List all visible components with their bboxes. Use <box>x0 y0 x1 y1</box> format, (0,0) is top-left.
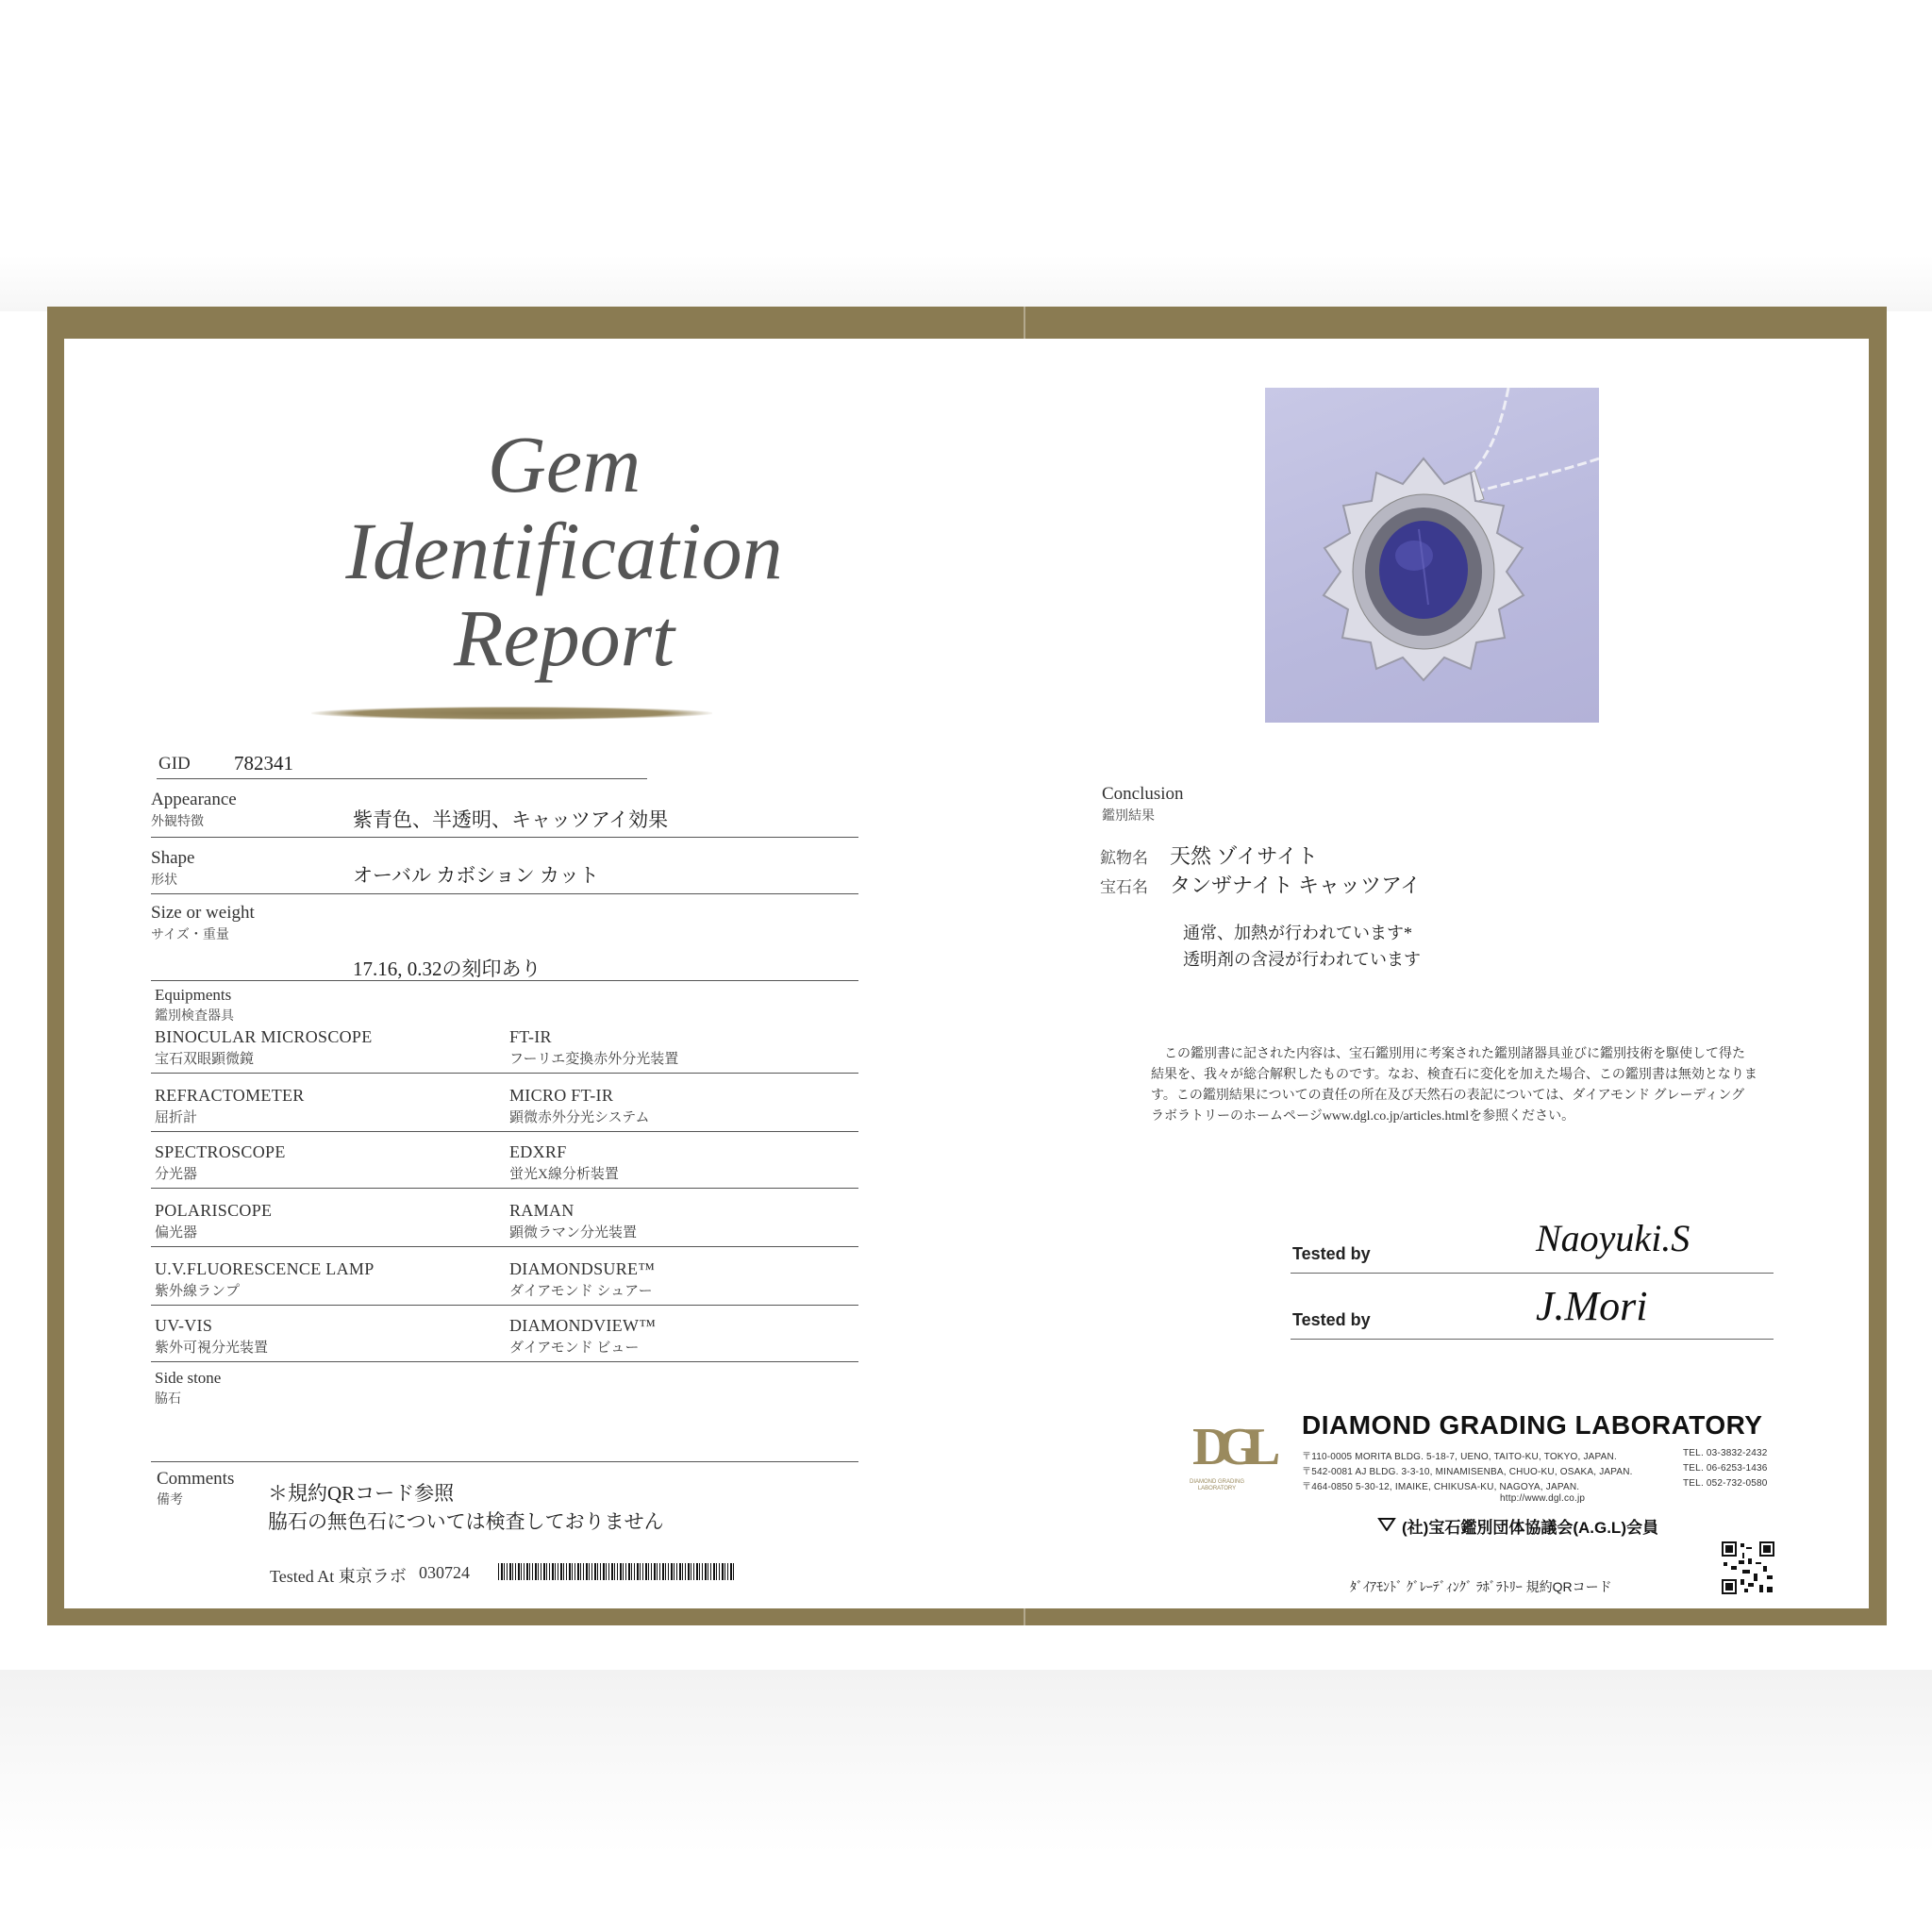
comments-label-jp: 備考 <box>157 1493 183 1507</box>
lab-address-3: 〒464-0850 5-30-12, IMAIKE, CHIKUSA-KU, NAGOYA, JAPAN. <box>1302 1482 1580 1492</box>
gem-value: タンザナイト キャッツアイ <box>1170 874 1421 897</box>
report-title-line2: Identification <box>345 506 783 596</box>
equipment-right-en: EDXRF <box>509 1142 567 1161</box>
comments-label: Comments <box>157 1469 235 1489</box>
equipments-label-jp: 鑑別検査器具 <box>155 1009 234 1024</box>
equipment-rule <box>151 1361 858 1362</box>
pendant-illustration <box>1265 388 1599 723</box>
equipment-left-en: UV-VIS <box>155 1316 213 1335</box>
equipments-label: Equipments <box>155 986 232 1004</box>
treatment-note-2: 透明剤の含浸が行われています <box>1183 950 1421 969</box>
side-stone-label-jp: 脇石 <box>155 1392 181 1407</box>
disclaimer-line: この鑑別書に記された内容は、宝石鑑別用に考案された鑑別諸器具並びに鑑別技術を駆使して得た <box>1164 1047 1745 1061</box>
tested-by-label-1: Tested by <box>1292 1244 1371 1263</box>
signature-rule-2 <box>1291 1339 1774 1340</box>
side-stone-label: Side stone <box>155 1369 222 1387</box>
lab-address-2: 〒542-0081 AJ BLDG. 3-3-10, MINAMISENBA, CHUO-KU, OSAKA, JAPAN. <box>1302 1467 1633 1477</box>
title-underline-ornament <box>311 707 712 720</box>
comment-line1: ＊規約QRコード参照 <box>268 1482 455 1505</box>
certificate-fold <box>1024 307 1025 1625</box>
equipment-rule <box>151 1073 858 1074</box>
diamond-icon <box>1377 1518 1396 1531</box>
disclaimer-line: す。この鑑別結果についての責任の所在及び天然石の表記については、ダイアモンド グレーディング <box>1151 1089 1745 1103</box>
equipment-right-en: FT-IR <box>509 1027 552 1046</box>
side-stone-rule <box>151 1461 858 1462</box>
size-label: Size or weight <box>151 903 255 923</box>
disclaimer <box>1151 1044 1868 1127</box>
equipment-left-en: BINOCULAR MICROSCOPE <box>155 1027 373 1046</box>
equipment-right-jp: 顕微赤外分光システム <box>509 1110 650 1125</box>
comment-line2: 脇石の無色石については検査しておりません <box>268 1510 664 1533</box>
background-bottom-shade <box>0 1670 1932 1932</box>
tested-at: Tested At 東京ラボ <box>270 1567 407 1586</box>
lab-tel-3: TEL. 052-732-0580 <box>1683 1478 1768 1489</box>
gem-photo <box>1265 388 1599 723</box>
conclusion-label: Conclusion <box>1102 784 1184 804</box>
size-rule <box>151 980 858 981</box>
gid-rule <box>157 778 647 779</box>
lab-website: http://www.dgl.co.jp <box>1500 1493 1586 1504</box>
shape-value: オーバル カボション カット <box>353 864 599 887</box>
lab-tel-2: TEL. 06-6253-1436 <box>1683 1463 1768 1474</box>
equipment-left-en: REFRACTOMETER <box>155 1086 305 1105</box>
equipment-right-en: DIAMONDSURE™ <box>509 1259 656 1278</box>
conclusion-label-jp: 鑑別結果 <box>1102 809 1155 824</box>
equipment-right-jp: 顕微ラマン分光装置 <box>509 1225 638 1241</box>
appearance-label-jp: 外観特徴 <box>151 815 204 829</box>
size-value: 17.16, 0.32の刻印あり <box>353 958 541 980</box>
disclaimer-line: ラボラトリーのホームページwww.dgl.co.jp/articles.htmlを参照ください。 <box>1151 1109 1575 1124</box>
equipment-right-en: DIAMONDVIEW™ <box>509 1316 657 1335</box>
equipment-rule <box>151 1131 858 1132</box>
lab-address-1: 〒110-0005 MORITA BLDG. 5-18-7, UENO, TAITO-KU, TOKYO, JAPAN. <box>1302 1452 1617 1462</box>
equipment-left-en: SPECTROSCOPE <box>155 1142 286 1161</box>
report-title-line1: Gem <box>487 419 641 509</box>
equipment-left-jp: 紫外可視分光装置 <box>155 1341 269 1356</box>
signature-1: Naoyuki.S <box>1536 1217 1690 1259</box>
mineral-value: 天然 ゾイサイト <box>1170 844 1318 868</box>
equipment-rule <box>151 1246 858 1247</box>
appearance-rule <box>151 837 858 838</box>
equipment-left-jp: 宝石双眼顕微鏡 <box>155 1052 255 1067</box>
signature-2: J.Mori <box>1536 1283 1648 1329</box>
report-title-line3: Report <box>453 592 675 683</box>
equipment-left-jp: 偏光器 <box>155 1225 198 1241</box>
equipment-right-jp: 蛍光X線分析装置 <box>509 1167 619 1182</box>
equipment-right-jp: ダイアモンド シュアー <box>509 1284 653 1299</box>
equipment-rule <box>151 1188 858 1189</box>
gem-label: 宝石名 <box>1100 878 1148 896</box>
equipment-left-en: U.V.FLUORESCENCE LAMP <box>155 1259 375 1278</box>
equipment-right-en: RAMAN <box>509 1201 575 1220</box>
gid-label: GID <box>158 754 191 774</box>
equipment-right-jp: ダイアモンド ビュー <box>509 1341 640 1356</box>
mineral-label: 鉱物名 <box>1100 849 1148 867</box>
signature-rule-1 <box>1291 1273 1774 1274</box>
disclaimer-line: 結果を、我々が総合解釈したものです。なお、検査石に変化を加えた場合、この鑑別書は無効となりま <box>1151 1068 1757 1082</box>
treatment-note-1: 通常、加熱が行われています* <box>1183 924 1412 942</box>
size-label-jp: サイズ・重量 <box>151 928 229 942</box>
shape-rule <box>151 893 858 894</box>
barcode <box>498 1563 734 1580</box>
laboratory-name: DIAMOND GRADING LABORATORY <box>1302 1410 1763 1440</box>
qr-code <box>1722 1541 1774 1594</box>
certificate-frame <box>47 307 1887 1625</box>
qr-caption: ﾀﾞｲｱﾓﾝﾄﾞ ｸﾞﾚｰﾃﾞｨﾝｸﾞ ﾗﾎﾞﾗﾄﾘｰ 規約QRコード <box>1350 1579 1612 1594</box>
certificate-paper <box>64 339 1869 1608</box>
equipment-left-jp: 屈折計 <box>155 1110 198 1125</box>
equipment-rule <box>151 1305 858 1306</box>
equipment-left-jp: 紫外線ランプ <box>155 1284 241 1299</box>
shape-label: Shape <box>151 848 195 868</box>
gid-value: 782341 <box>234 752 293 774</box>
dgl-logo-caption: DIAMOND GRADING LABORATORY <box>1189 1479 1244 1491</box>
equipment-left-jp: 分光器 <box>155 1167 198 1182</box>
equipment-right-jp: フーリエ変換赤外分光装置 <box>509 1052 679 1067</box>
tested-by-label-2: Tested by <box>1292 1310 1371 1329</box>
dgl-logo <box>1189 1417 1268 1507</box>
appearance-value: 紫青色、半透明、キャッツアイ効果 <box>353 808 669 831</box>
tested-code: 030724 <box>419 1563 470 1582</box>
lab-tel-1: TEL. 03-3832-2432 <box>1683 1448 1768 1458</box>
equipment-right-en: MICRO FT-IR <box>509 1086 614 1105</box>
equipment-left-en: POLARISCOPE <box>155 1201 273 1220</box>
appearance-label: Appearance <box>151 790 237 809</box>
shape-label-jp: 形状 <box>151 874 177 888</box>
agl-member: (社)宝石鑑別団体協議会(A.G.L)会員 <box>1402 1519 1658 1537</box>
dgl-logo-letters: DGL <box>1192 1418 1268 1476</box>
background-top-shade <box>0 255 1932 311</box>
